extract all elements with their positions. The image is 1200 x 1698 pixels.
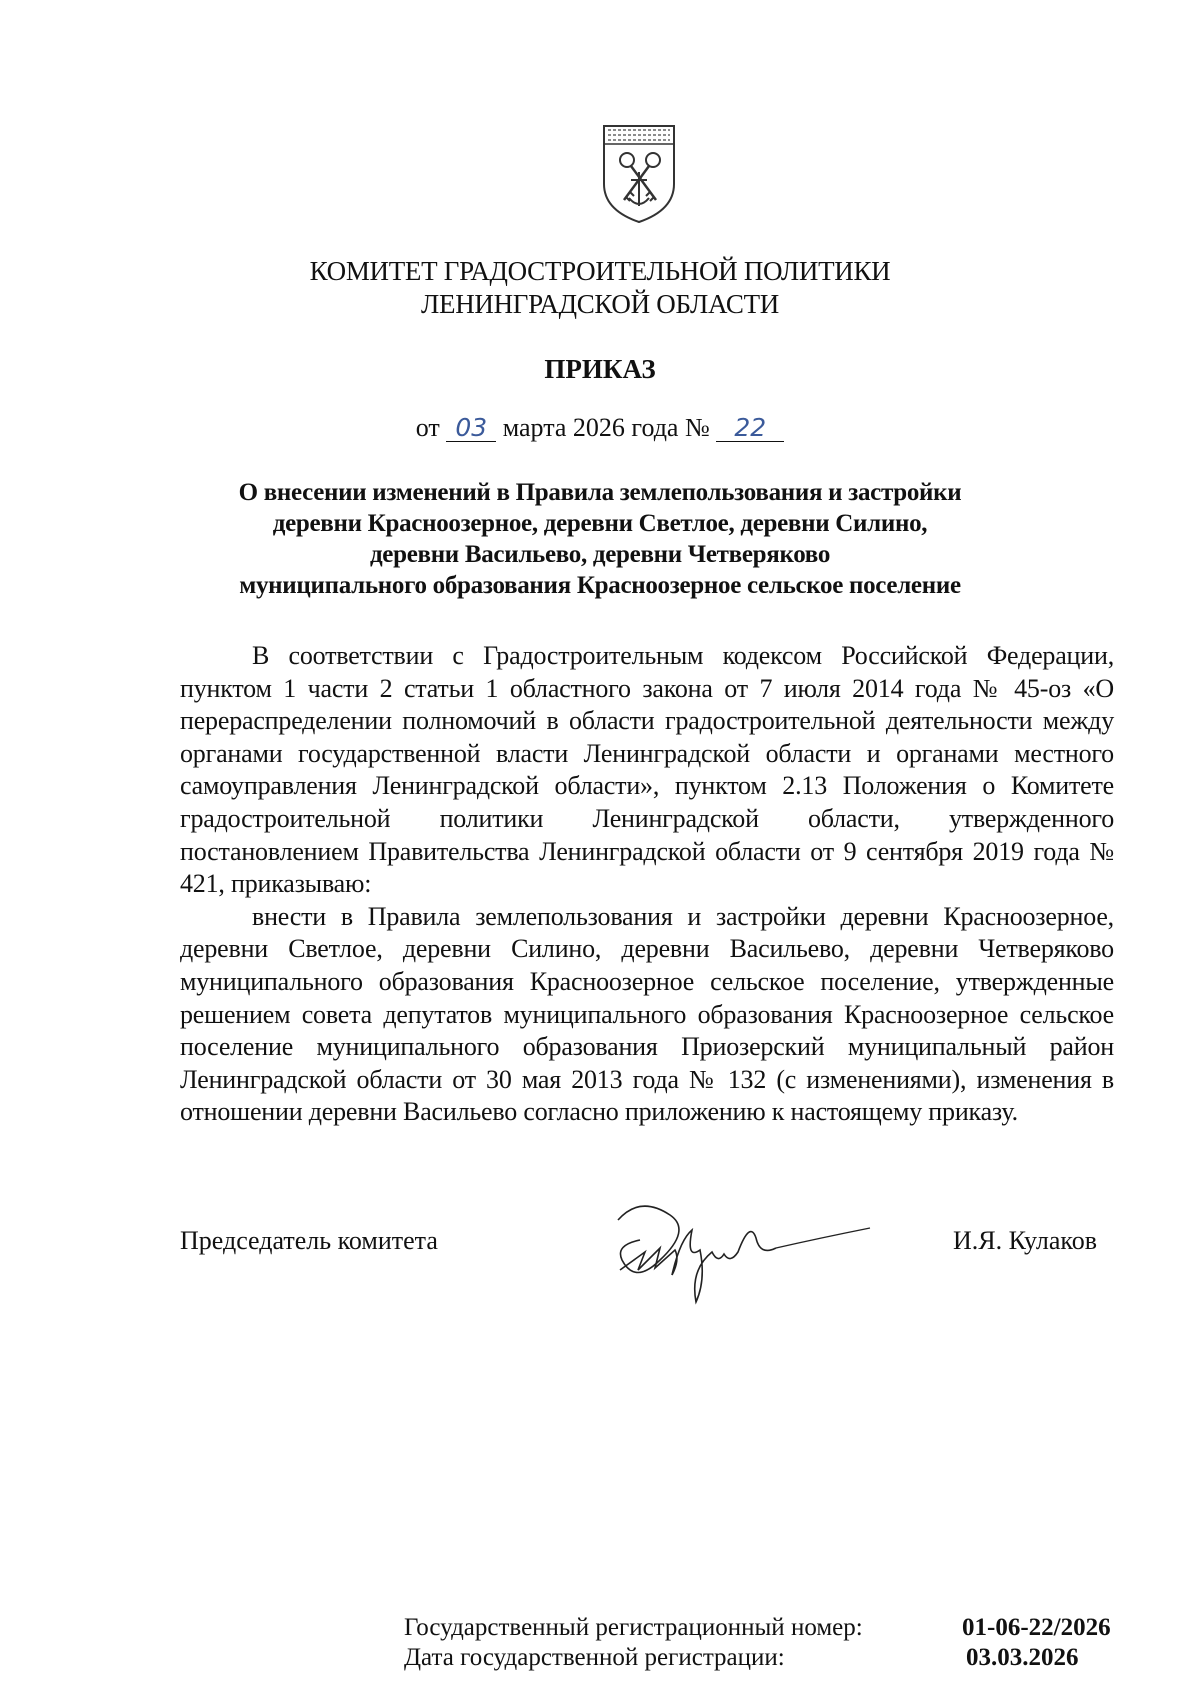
order-subject-line2: деревни Красноозерное, деревни Светлое, деревни Силино, [272, 510, 928, 537]
coat-of-arms-emblem [600, 122, 678, 226]
organization-name [0, 255, 1200, 321]
signatory-position: Председатель комитета [180, 1226, 438, 1255]
order-subject-line1: О внесении изменений в Правила землепользования и застройки [238, 479, 962, 506]
order-date-number-line [0, 413, 1200, 443]
signatory-name: И.Я. Кулаков [953, 1226, 1097, 1255]
handwritten-signature [600, 1190, 890, 1310]
registration-date-value: 03.03.2026 [966, 1644, 1079, 1671]
order-date-prefix: от [415, 413, 440, 442]
document-type-title: ПРИКАЗ [544, 354, 656, 384]
order-day-handwritten: 03 [455, 413, 488, 442]
order-body [180, 640, 1114, 1129]
body-paragraph-legal-basis: В соответствии с Градостроительным кодексом Российской Федерации, пунктом 1 части 2 статьи 1 областного закона от 7 июля 2014 года № 45-оз «О перераспределении полномочий в области градостроительной деятельности между органами государственной власти Ленинградской области и органами местного самоуправления Ленинградской области», пунктом 2.13 Положения о Комитете градостроительной политики Ленинградской области, утвержденного постановлением Правительства Ленинградской области от 9 сентября 2019 года № 421, приказываю: [180, 641, 1114, 899]
order-subject-line3: деревни Васильево, деревни Четверяково [369, 541, 831, 568]
body-paragraph-decision: внести в Правила землепользования и застройки деревни Красноозерное, деревни Светлое, деревни Силино, деревни Васильево, деревни Четверяково муниципального образования Красноозерное сельское поселение, утвержденные решением совета депутатов муниципального образования Красноозерное сельское поселение муниципального образования Приозерский муниципальный район Ленинградской области от 30 мая 2013 года № 132 (с изменениями), изменения в отношении деревни Васильево согласно приложению к настоящему приказу. [180, 901, 1114, 1127]
organization-name-line2: ЛЕНИНГРАДСКОЙ ОБЛАСТИ [421, 289, 779, 319]
registration-number-label: Государственный регистрационный номер: [404, 1614, 863, 1641]
registration-number-value: 01-06-22/2026 [962, 1614, 1111, 1641]
order-month-year: марта 2026 года № [502, 413, 710, 442]
organization-name-line1: КОМИТЕТ ГРАДОСТРОИТЕЛЬНОЙ ПОЛИТИКИ [309, 256, 891, 286]
order-subject [0, 477, 1200, 601]
registration-date-label: Дата государственной регистрации: [404, 1644, 785, 1671]
order-subject-line4: муниципального образования Красноозерное сельское поселение [239, 572, 961, 599]
order-number-handwritten: 22 [734, 413, 767, 442]
